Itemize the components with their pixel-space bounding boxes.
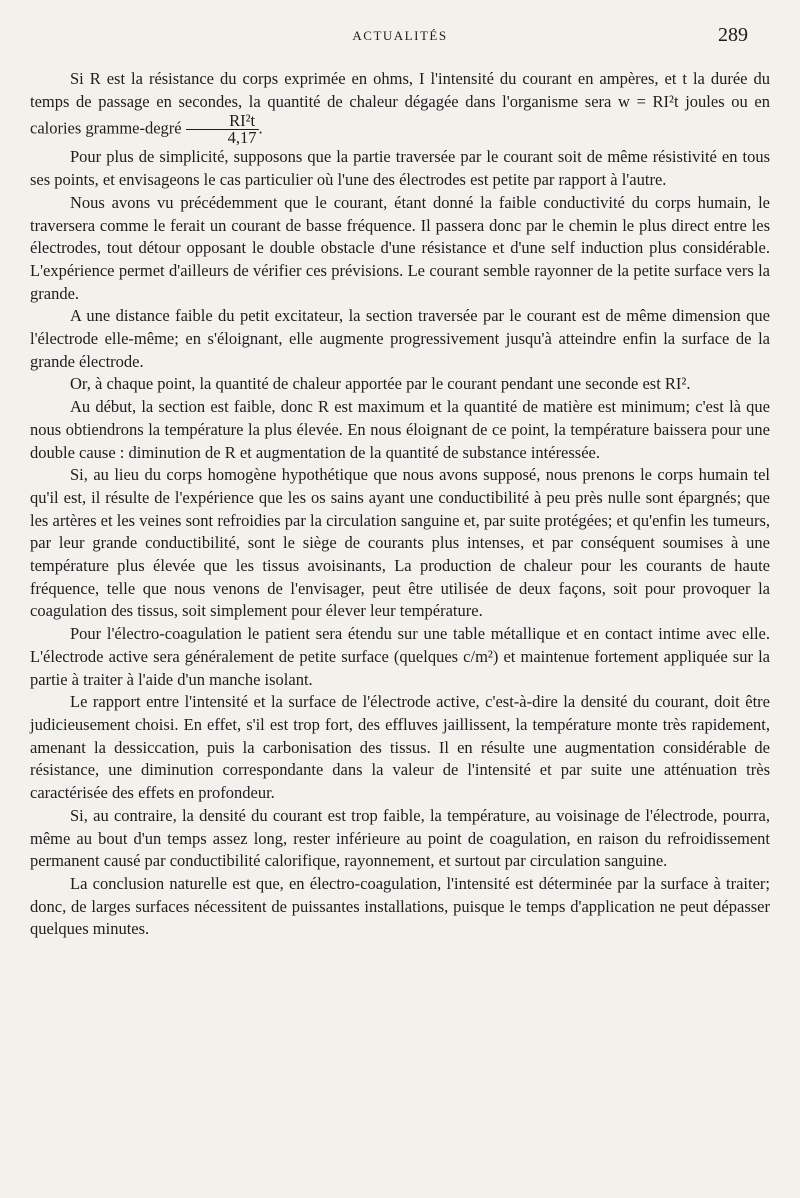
fraction-denominator: 4,17 bbox=[227, 128, 257, 148]
paragraph-6: Au début, la section est faible, donc R est maximum et la quantité de matière est minimum; c'est là que nous obtiendrons la température la plus élevée. En nous éloignant de ce point, la température baissera pour une double cause : diminution de R et augmentation de la quantité de substance intéressée. bbox=[30, 397, 770, 462]
heat-fraction bbox=[186, 113, 259, 146]
paragraph-3: Nous avons vu précédemment que le courant, étant donné la faible conductivité du corps humain, le traversera comme le ferait un courant de basse fréquence. Il passera donc par le chemin le plus direct entre les électrodes, tout détour opposant le double obstacle d'une résistance et d'une self induction plus considérable. L'expérience permet d'ailleurs de vérifier ces prévisions. Le courant semble rayonner de la petite surface vers la grande. bbox=[30, 192, 770, 303]
paragraph-8: Pour l'électro-coagulation le patient sera étendu sur une table métallique et en contact intime avec elle. L'électrode active sera généralement de petite surface (quelques c/m²) et maintenue fortement appliquée sur la partie à traiter à l'aide d'un manche isolant. bbox=[30, 624, 770, 689]
formula-tail: . bbox=[258, 118, 263, 138]
page-number: 289 bbox=[718, 24, 748, 46]
paragraph-7: Si, au lieu du corps homogène hypothétique que nous avons supposé, nous prenons le corps humain tel qu'il est, il résulte de l'expérience que les os sains ayant une conductibilité à peu près nulle sont épargnés; que les artères et les veines sont refroidies par la circulation sanguine et, par suite protégées; et qu'enfin les tumeurs, par leur grande conductibilité, sont le siège de courants plus intenses, et par conséquent soumises à une température plus élevée que les tissus avoisinants, La production de chaleur pour les courants de haute fréquence, telle que nous venons de l'envisager, peut être utilisée de deux façons, soit pour provoquer la coagulation des tissus, soit simplement pour élever leur température. bbox=[30, 465, 770, 621]
paragraph-4: A une distance faible du petit excitateur, la section traversée par le courant est de même dimension que l'électrode elle-même; en s'éloignant, elle augmente progressivement jusqu'à atteindre enfin la surface de la grande électrode. bbox=[30, 306, 770, 371]
paragraph-11: La conclusion naturelle est que, en électro-coagulation, l'intensité est déterminée par la surface à traiter; donc, de larges surfaces nécessitent de puissantes installations, puisque le temps d'application ne peut dépasser quelques minutes. bbox=[30, 873, 770, 939]
paragraph-2: Pour plus de simplicité, supposons que la partie traversée par le courant soit de même résistivité en tous ses points, et envisageons le cas particulier où l'une des électrodes est petite par rapport à l'autre. bbox=[30, 147, 770, 190]
paragraph-5: Or, à chaque point, la quantité de chaleur apportée par le courant pendant une seconde est RI². bbox=[70, 374, 691, 394]
page-header bbox=[30, 24, 770, 54]
running-head: ACTUALITÉS bbox=[352, 28, 448, 43]
paragraph-1 bbox=[30, 68, 770, 146]
body-text bbox=[30, 68, 770, 941]
paragraph-9: Le rapport entre l'intensité et la surface de l'électrode active, c'est-à-dire la densité du courant, doit être judicieusement choisi. En effet, s'il est trop fort, des effluves jaillissent, la température monte très rapidement, amenant la dessiccation, puis la carbonisation des tissus. Il en résulte une augmentation considérable de résistance, une diminution correspondante dans la valeur de l'intensité et par suite une atténuation très caractérisée des effets en profondeur. bbox=[30, 692, 770, 803]
paragraph-10: Si, au contraire, la densité du courant est trop faible, la température, au voisinage de l'électrode, pourra, même au bout d'un temps assez long, rester inférieure au point de coagulation, en raison du refroidissement permanent causé par conductibilité calorifique, rayonnement, et surtout par circulation sanguine. bbox=[30, 805, 770, 871]
paragraph-1-text: Si R est la résistance du corps exprimée en ohms, I l'intensité du courant en ampères, et t la durée du temps de passage en secondes, la quantité de chaleur dégagée dans l'organisme sera w = RI²t joules ou en calories gramme-degré bbox=[30, 69, 770, 138]
fraction-numerator: RI²t bbox=[186, 113, 259, 130]
